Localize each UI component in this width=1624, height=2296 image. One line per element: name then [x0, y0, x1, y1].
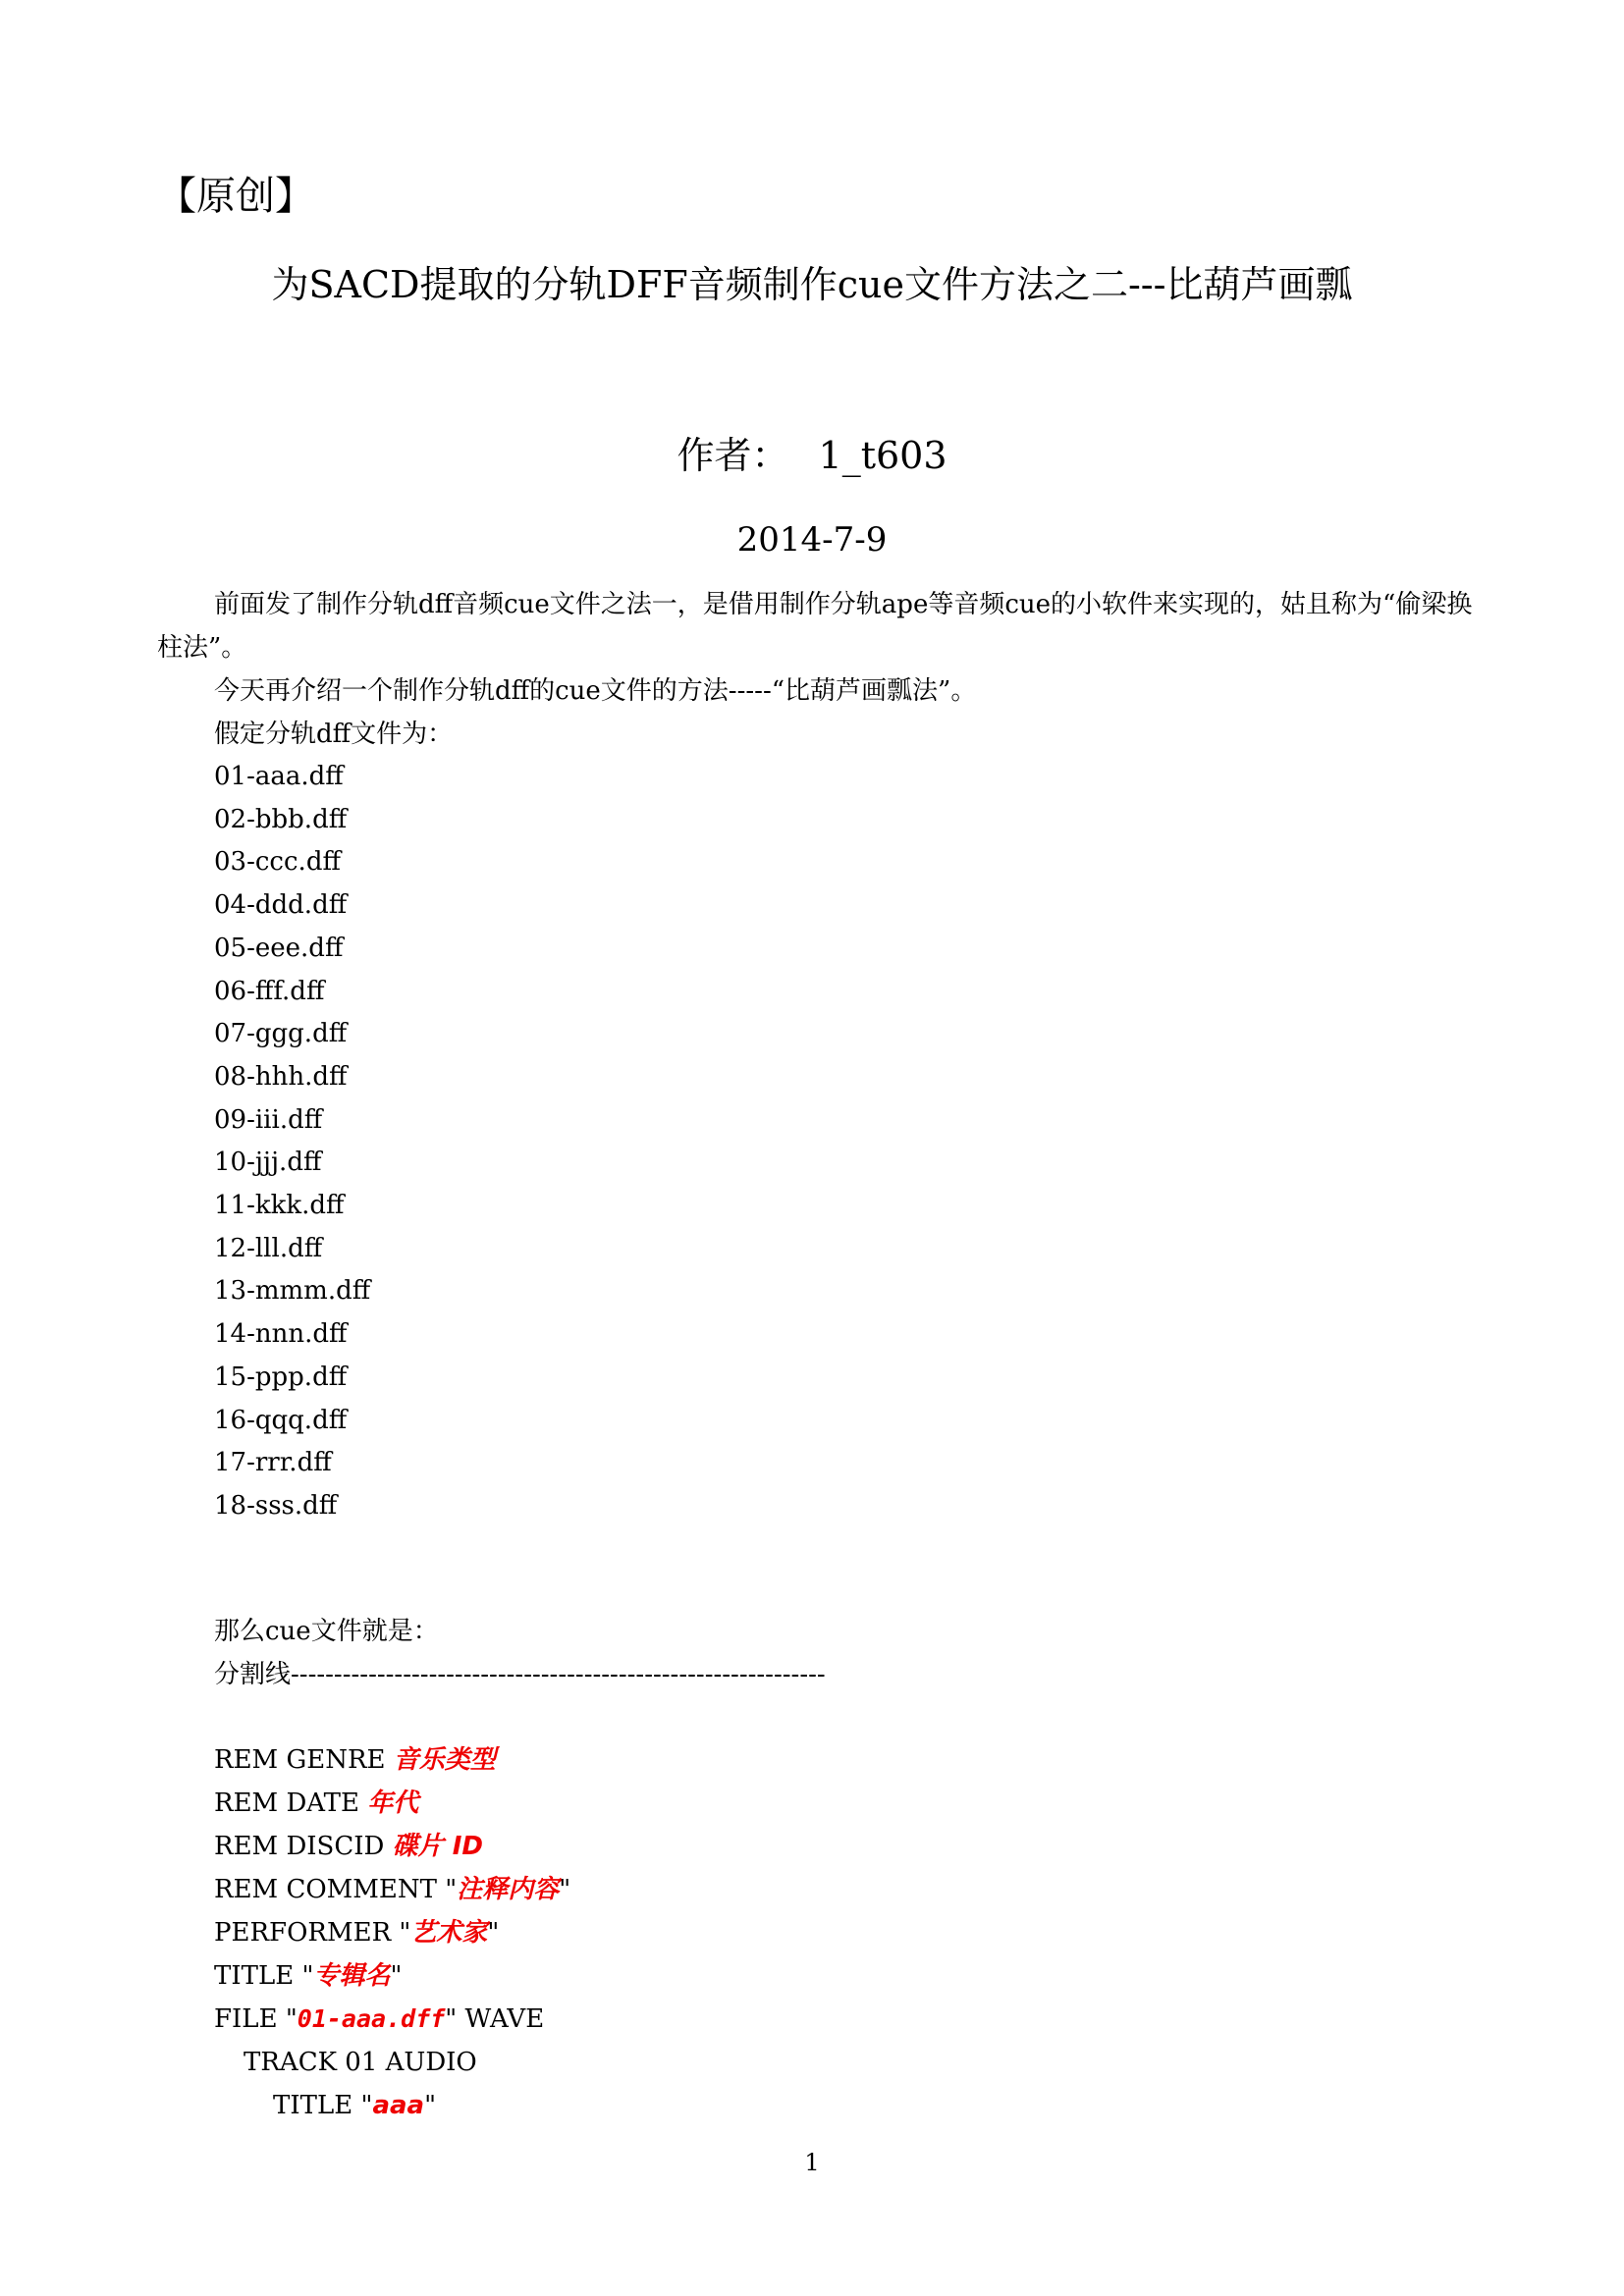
author-label: 作者： — [677, 434, 789, 477]
list-item: 15-ppp.dff — [214, 1362, 348, 1392]
cue-track: TRACK 01 AUDIO — [244, 2048, 477, 2077]
cue-key: TITLE " — [273, 2091, 373, 2120]
paragraph-3: 假定分轨dff文件为： — [214, 720, 454, 749]
list-item: 13-mmm.dff — [214, 1276, 371, 1307]
cue-comment — [214, 1868, 570, 1911]
cue-value: 碟片 ID — [392, 1832, 483, 1861]
cue-key: TITLE " — [214, 1961, 314, 1991]
cue-value: aaa — [372, 2091, 425, 2120]
cue-key: PERFORMER " — [214, 1918, 411, 1948]
cue-key: REM DATE — [214, 1789, 368, 1818]
list-item: 07-ggg.dff — [214, 1019, 348, 1049]
doc-tag: 【原创】 — [157, 174, 314, 219]
cue-value: 注释内容 — [457, 1875, 560, 1904]
cue-quote: " — [487, 1918, 500, 1948]
file-list — [214, 756, 370, 1528]
paragraph-1: 前面发了制作分轨dff音频cue文件之法一，是借用制作分轨ape等音频cue的小软件来实现的，姑且称为“偷梁换柱法”。 — [157, 590, 1473, 663]
cue-value: 年代 — [367, 1789, 419, 1818]
author-name: 1_t603 — [818, 434, 947, 477]
list-item: 10-jjj.dff — [214, 1148, 322, 1178]
cue-quote: " — [424, 2091, 437, 2120]
list-item: 17-rrr.dff — [214, 1448, 332, 1478]
doc-date: 2014-7-9 — [736, 520, 888, 560]
cue-quote: " — [559, 1875, 571, 1904]
list-item: 08-hhh.dff — [214, 1061, 348, 1092]
list-item: 16-qqq.dff — [214, 1405, 348, 1435]
list-item: 02-bbb.dff — [214, 804, 348, 834]
list-item: 06-fff.dff — [214, 976, 325, 1006]
cue-quote: " WAVE — [445, 2004, 545, 2034]
cue-quote: " — [390, 1961, 403, 1991]
cue-intro: 那么cue文件就是： — [214, 1617, 439, 1646]
cue-value: 01-aaa.dff — [297, 2004, 446, 2033]
intro-paragraph — [157, 583, 1483, 669]
cue-key: REM GENRE — [214, 1745, 394, 1775]
cue-title — [214, 1954, 402, 1998]
doc-title: 为SACD提取的分轨DFF音频制作cue文件方法之二---比葫芦画瓢 — [271, 263, 1353, 306]
cue-performer — [214, 1911, 499, 1954]
divider-line: 分割线-------------------------------------------------------------- — [214, 1660, 826, 1689]
list-item: 05-eee.dff — [214, 933, 344, 963]
cue-value: 专辑名 — [313, 1961, 391, 1991]
list-item: 01-aaa.dff — [214, 762, 344, 791]
cue-discid — [214, 1825, 483, 1868]
page-number: 1 — [804, 2149, 820, 2176]
list-item: 03-ccc.dff — [214, 847, 341, 878]
cue-track-title — [273, 2084, 436, 2127]
cue-key: FILE " — [214, 2004, 298, 2034]
doc-author — [0, 428, 1624, 483]
list-item: 12-lll.dff — [214, 1233, 323, 1263]
cue-key: REM DISCID — [214, 1832, 393, 1861]
cue-value: 音乐类型 — [393, 1745, 496, 1775]
list-item: 18-sss.dff — [214, 1490, 338, 1521]
cue-value: 艺术家 — [410, 1918, 488, 1948]
paragraph-2: 今天再介绍一个制作分轨dff的cue文件的方法-----“比葫芦画瓢法”。 — [214, 676, 977, 706]
list-item: 04-ddd.dff — [214, 890, 348, 921]
cue-file — [214, 1998, 544, 2041]
cue-genre — [214, 1738, 496, 1782]
list-item: 14-nnn.dff — [214, 1319, 348, 1350]
cue-date — [214, 1782, 418, 1825]
cue-key: REM COMMENT " — [214, 1875, 458, 1904]
list-item: 09-iii.dff — [214, 1104, 323, 1135]
list-item: 11-kkk.dff — [214, 1191, 345, 1221]
